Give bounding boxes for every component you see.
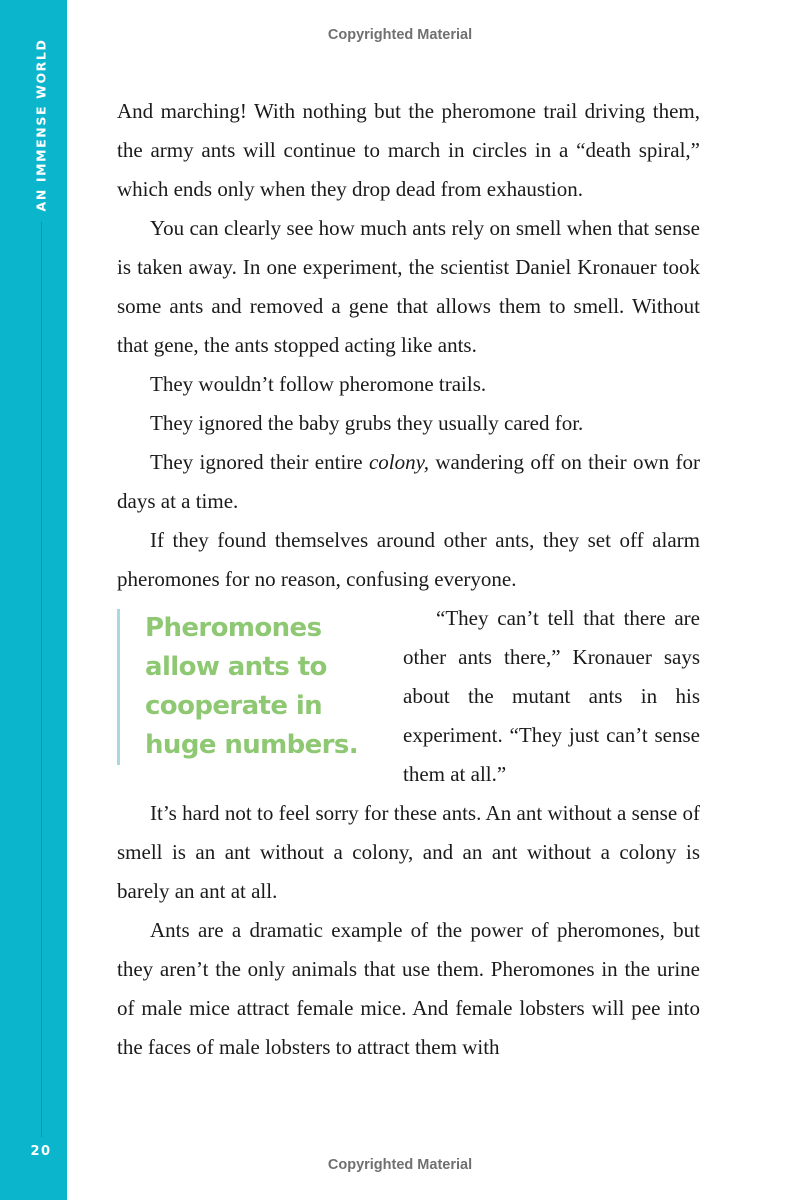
paragraph: It’s hard not to feel sorry for these ants. An ant without a sense of smell is an ant without a colony, and an ant without a colony is barely an ant at all. <box>117 801 700 903</box>
watermark-top: Copyrighted Material <box>327 27 473 43</box>
paragraph: If they found themselves around other ants, they set off alarm pheromones for no reason, confusing everyone. <box>117 528 700 591</box>
paragraph: They wouldn’t follow pheromone trails. <box>150 372 487 396</box>
pullquote: Pheromones allow ants to cooperate in huge numbers. <box>117 609 377 765</box>
watermark-bottom: Copyrighted Material <box>327 1157 473 1173</box>
emphasis-text: colony, <box>368 450 430 474</box>
running-head: AN IMMENSE WORLD <box>33 38 49 212</box>
pullquote-section <box>117 599 700 794</box>
text-run: They ignored their entire <box>150 450 369 474</box>
paragraph: They ignored the baby grubs they usually cared for. <box>150 411 584 435</box>
page-number: 20 <box>30 1144 52 1159</box>
paragraph <box>117 443 700 521</box>
paragraph: You can clearly see how much ants rely on smell when that sense is taken away. In one experiment, the scientist Daniel Kronauer took some ants and removed a gene that allows them to smell. Without that gene, the ants stopped acting like ants. <box>117 216 700 357</box>
paragraph: And marching! With nothing but the pheromone trail driving them, the army ants will continue to march in circles in a “death spiral,” which ends only when they drop dead from exhaustion. <box>117 99 700 201</box>
body-text <box>117 92 700 1067</box>
text-run: wandering off on their own for days at a time. <box>117 450 700 513</box>
sidebar-rule <box>41 222 42 1137</box>
paragraph: “They can’t tell that there are other ants there,” Kronauer says about the mutant ants in his experiment. “They just can’t sense them at all.” <box>403 606 700 786</box>
sidebar-band <box>0 0 67 1200</box>
paragraph: Ants are a dramatic example of the power of pheromones, but they aren’t the only animals that use them. Pheromones in the urine of male mice attract female mice. And female lobsters will pee into the faces of male lobsters to attract them with <box>117 918 700 1059</box>
